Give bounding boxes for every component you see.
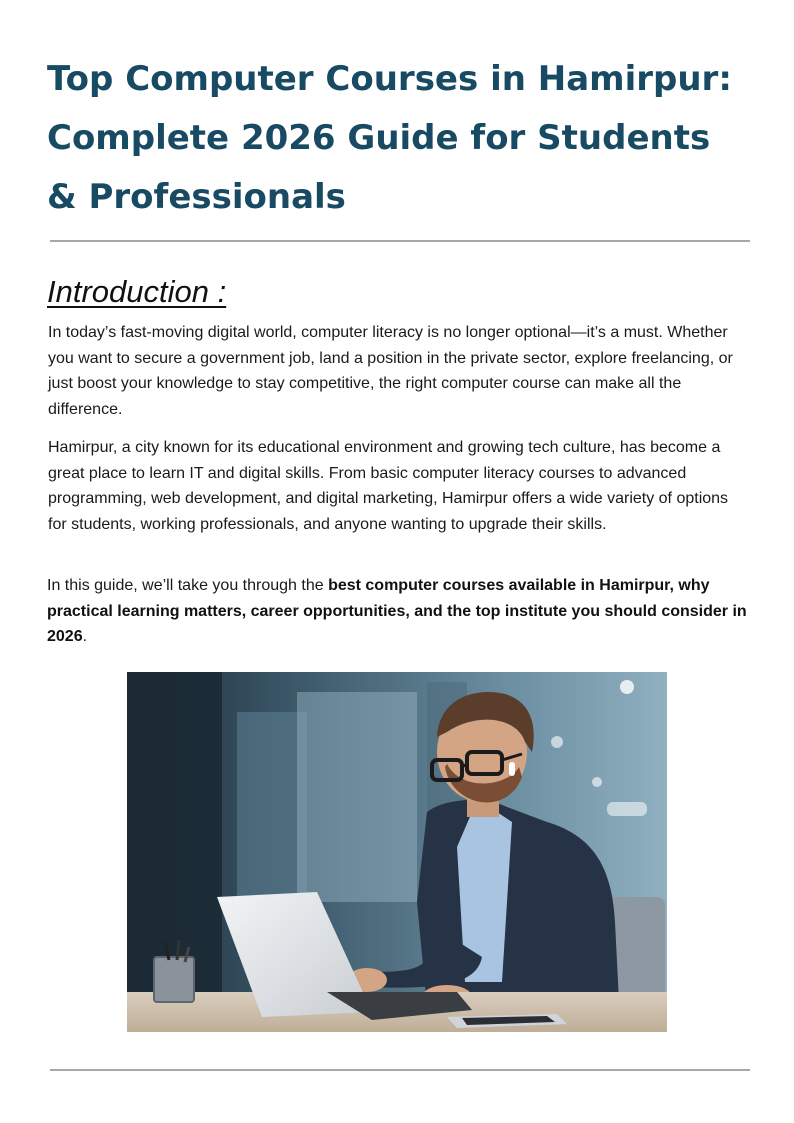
- introduction-heading: Introduction :: [47, 274, 227, 309]
- intro-paragraph-2: Hamirpur, a city known for its educational environment and growing tech culture, has become a great place to learn IT and digital skills. From basic computer literacy courses to advanced programming, web development, and digital marketing, Hamirpur offers a wide variety of options for students, working professionals, and anyone wanting to upgrade their skills.: [48, 439, 729, 533]
- office-laptop-photo: [127, 672, 667, 1032]
- intro-paragraph-3: [47, 573, 747, 650]
- page-title: Top Computer Courses in Hamirpur: Complete 2026 Guide for Students & Professionals: [47, 59, 732, 217]
- top-divider: [50, 240, 750, 242]
- paragraph-3-bold: best computer courses available in Hamirpur, why practical learning matters, career opportunities, and the top institute you should consider in 2026: [47, 577, 747, 646]
- paragraph-3-prefix: In this guide, we’ll take you through the: [47, 577, 329, 594]
- paragraph-3-suffix: .: [82, 628, 88, 646]
- intro-paragraph-1: In today’s fast-moving digital world, computer literacy is no longer optional—it’s a must. Whether you want to secure a government job, land a position in the private sector, explore freelancing, or just boost your knowledge to stay competitive, the right computer course can make all the difference.: [48, 324, 733, 418]
- bottom-divider: [50, 1069, 750, 1071]
